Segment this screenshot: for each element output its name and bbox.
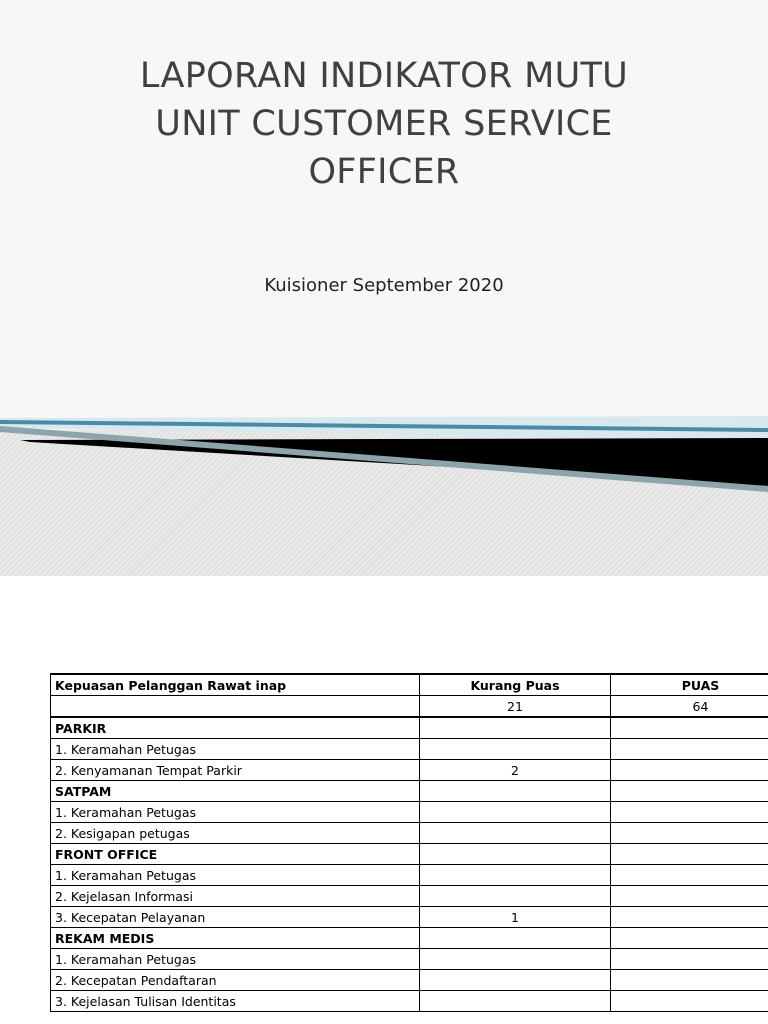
table-row (51, 970, 768, 991)
kurang-puas-cell (420, 823, 611, 844)
puas-cell (611, 928, 768, 949)
row-label: 1. Keramahan Petugas (51, 865, 420, 886)
row-label: 1. Keramahan Petugas (51, 739, 420, 760)
kurang-puas-cell: 2 (420, 760, 611, 781)
puas-cell (611, 802, 768, 823)
slide-subtitle: Kuisioner September 2020 (264, 275, 504, 296)
puas-cell (611, 739, 768, 760)
header-kurang-puas: Kurang Puas (420, 674, 611, 696)
row-label: 1. Keramahan Petugas (51, 802, 420, 823)
table-row (51, 949, 768, 970)
title-line-3: OFFICER (308, 152, 460, 192)
kurang-puas-cell (420, 970, 611, 991)
total-kurang-puas: 21 (420, 696, 611, 718)
header-label: Kepuasan Pelanggan Rawat inap (51, 674, 420, 696)
row-label: 1. Keramahan Petugas (51, 949, 420, 970)
row-label: 2. Kenyamanan Tempat Parkir (51, 760, 420, 781)
puas-cell (611, 907, 768, 928)
table-row (51, 886, 768, 907)
section-row (51, 781, 768, 802)
kurang-puas-cell (420, 886, 611, 907)
row-label: 2. Kejelasan Informasi (51, 886, 420, 907)
puas-cell (611, 886, 768, 907)
puas-cell (611, 844, 768, 865)
kurang-puas-cell (420, 781, 611, 802)
puas-cell (611, 823, 768, 844)
table-row (51, 739, 768, 760)
table-row (51, 991, 768, 1012)
puas-cell (611, 970, 768, 991)
totals-row (51, 696, 768, 718)
puas-cell (611, 760, 768, 781)
section-row (51, 928, 768, 949)
title-line-2: UNIT CUSTOMER SERVICE (155, 104, 613, 144)
table-row (51, 760, 768, 781)
table-row (51, 802, 768, 823)
puas-cell (611, 949, 768, 970)
puas-cell (611, 865, 768, 886)
kurang-puas-cell (420, 991, 611, 1012)
table-row (51, 865, 768, 886)
header-row (51, 674, 768, 696)
kurang-puas-cell (420, 739, 611, 760)
header-puas: PUAS (611, 674, 768, 696)
section-label: SATPAM (51, 781, 420, 802)
section-row (51, 844, 768, 865)
kurang-puas-cell: 1 (420, 907, 611, 928)
table-row (51, 823, 768, 844)
table-row (51, 907, 768, 928)
slide-title (60, 52, 708, 196)
section-label: REKAM MEDIS (51, 928, 420, 949)
kurang-puas-cell (420, 949, 611, 970)
puas-cell (611, 781, 768, 802)
row-label: 3. Kecepatan Pelayanan (51, 907, 420, 928)
spreadsheet (50, 673, 768, 1012)
row-label: 2. Kecepatan Pendaftaran (51, 970, 420, 991)
kurang-puas-cell (420, 865, 611, 886)
puas-cell (611, 717, 768, 739)
section-row (51, 717, 768, 739)
section-label: PARKIR (51, 717, 420, 739)
kurang-puas-cell (420, 802, 611, 823)
row-label: 3. Kejelasan Tulisan Identitas (51, 991, 420, 1012)
page-gap (0, 576, 768, 672)
total-puas: 64 (611, 696, 768, 718)
kurang-puas-cell (420, 844, 611, 865)
puas-cell (611, 991, 768, 1012)
title-line-1: LAPORAN INDIKATOR MUTU (139, 56, 629, 96)
section-label: FRONT OFFICE (51, 844, 420, 865)
kurang-puas-cell (420, 928, 611, 949)
satisfaction-table (50, 673, 768, 1012)
totals-label (51, 696, 420, 718)
decorative-band (0, 410, 768, 576)
kurang-puas-cell (420, 717, 611, 739)
row-label: 2. Kesigapan petugas (51, 823, 420, 844)
